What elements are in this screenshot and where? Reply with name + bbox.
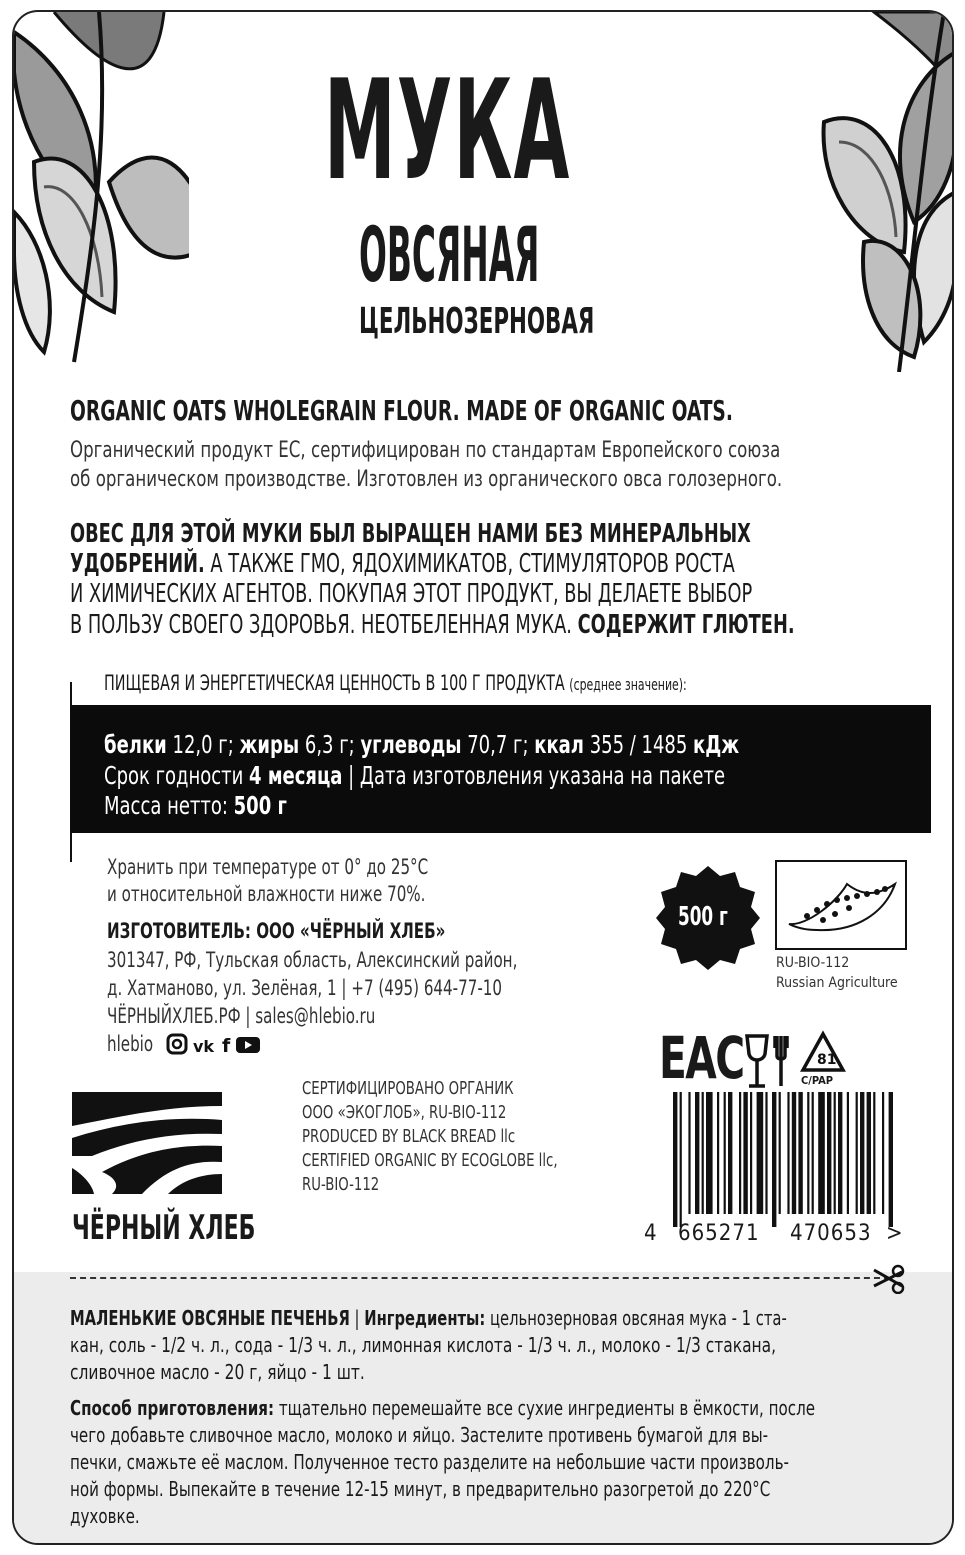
eu-leaf-icon	[777, 862, 905, 948]
maker-address-1: 301347, РФ, Тульская область, Алексинский район,	[107, 948, 518, 972]
certified-line-4: CERTIFIED ORGANIC BY ECOGLOBE llc,	[302, 1150, 558, 1171]
claims-line-2-bold: УДОБРЕНИЙ.	[70, 549, 205, 579]
certified-line-3: PRODUCED BY BLACK BREAD llc	[302, 1126, 516, 1147]
product-subtitle: ОВСЯНАЯ	[359, 210, 540, 299]
claims-line-4-rest: В ПОЛЬЗУ СВОЕГО ЗДОРОВЬЯ. НЕОТБЕЛЕННАЯ МУКА.	[70, 610, 578, 640]
nutrition-values	[104, 730, 739, 759]
eac-mark: EAC	[659, 1024, 744, 1092]
shelf-label: Срок годности	[104, 761, 250, 790]
method-line-4: ной формы. Выпекайте в течение 12-15 минут, в предварительно разогретой до 220°С	[70, 1477, 771, 1501]
shelf-life	[104, 761, 725, 790]
barcode-bar	[750, 1092, 752, 1214]
eu-organic-logo	[775, 860, 907, 950]
youtube-icon	[236, 1037, 260, 1053]
fat-value: 6,3 г;	[299, 730, 361, 759]
method-text-1: тщательно перемешайте все сухие ингредиенты в ёмкости, после	[278, 1396, 816, 1420]
method-line-1	[70, 1396, 815, 1420]
barcode-bar	[827, 1092, 831, 1214]
product-title: МУКА	[324, 50, 571, 211]
mass-label: Масса нетто:	[104, 791, 234, 820]
shelf-value: 4 месяца	[249, 761, 343, 790]
carbs-label: углеводы	[360, 730, 462, 759]
english-description: ORGANIC OATS WHOLEGRAIN FLOUR. MADE OF ORGANIC OATS.	[70, 394, 733, 427]
method-line-5: духовке.	[70, 1504, 140, 1528]
certified-line-1: СЕРТИФИЦИРОВАНО ОРГАНИК	[302, 1078, 514, 1099]
maker-title: ИЗГОТОВИТЕЛЬ: ООО «ЧЁРНЫЙ ХЛЕБ»	[107, 919, 446, 943]
barcode-first-digit: 4	[644, 1221, 657, 1246]
oat-grains-left-illustration	[14, 12, 189, 372]
barcode-bar	[867, 1092, 871, 1214]
barcode-bar	[680, 1092, 682, 1227]
method-line-3: печки, смажьте её маслом. Полученное тесто разделите на небольшие части произволь-	[70, 1450, 789, 1474]
barcode-bar	[695, 1092, 699, 1214]
recipe-title: МАЛЕНЬКИЕ ОВСЯНЫЕ ПЕЧЕНЬЯ	[70, 1306, 350, 1330]
nutrition-panel	[70, 705, 931, 833]
barcode-bar	[856, 1092, 858, 1214]
barcode-image	[669, 1092, 899, 1227]
barcode-bar	[882, 1092, 884, 1214]
mass-value: 500 г	[233, 791, 287, 820]
product-type: ЦЕЛЬНОЗЕРНОВАЯ	[359, 301, 595, 342]
social-icons	[166, 1032, 276, 1056]
protein-value: 12,0 г;	[166, 730, 240, 759]
barcode-bar	[787, 1092, 789, 1214]
oat-grains-right-illustration	[804, 12, 954, 372]
svg-text:81: 81	[817, 1052, 837, 1068]
barcode-bar	[743, 1092, 747, 1214]
claims-line-3: И ХИМИЧЕСКИХ АГЕНТОВ. ПОКУПАЯ ЭТОТ ПРОДУКТ, ВЫ ДЕЛАЕТЕ ВЫБОР	[70, 579, 753, 609]
recycle-code: C/PAP	[801, 1074, 834, 1087]
kcal-label: ккал	[534, 730, 584, 759]
eu-cert-code: RU-BIO-112	[776, 955, 850, 971]
barcode-bar	[765, 1092, 767, 1214]
barcode-bar	[724, 1092, 726, 1214]
barcode-left-digits: 665271	[678, 1221, 760, 1246]
storage-line-1: Хранить при температуре от 0° до 25°С	[107, 855, 429, 879]
maker-web: ЧЁРНЫЙХЛЕБ.РФ | sales@hlebio.ru	[107, 1004, 376, 1028]
barcode-bar	[873, 1092, 875, 1214]
barcode-right-digits: 470653	[790, 1221, 872, 1246]
barcode-bar	[706, 1092, 713, 1214]
instagram-icon	[168, 1035, 186, 1053]
barcode-bar	[818, 1092, 825, 1214]
barcode-bar	[838, 1092, 842, 1214]
net-mass	[104, 791, 287, 820]
food-safe-icon	[741, 1032, 797, 1090]
claims-line-4	[70, 610, 795, 640]
barcode-bar	[728, 1092, 732, 1214]
barcode-bar	[772, 1092, 776, 1227]
nutrition-heading-text: ПИЩЕВАЯ И ЭНЕРГЕТИЧЕСКАЯ ЦЕННОСТЬ В 100 Г ПРОДУКТА	[104, 671, 565, 695]
carbs-value: 70,7 г;	[461, 730, 535, 759]
maker-address-2: д. Хатманово, ул. Зелёная, 1 | +7 (495) 644-77-10	[107, 976, 503, 1000]
brand-name: ЧЁРНЫЙ ХЛЕБ	[72, 1208, 256, 1248]
method-line-2: чего добавьте сливочное масло, молоко и яйцо. Застелите противень бумагой для вы-	[70, 1423, 769, 1447]
eu-cert-origin: Russian Agriculture	[776, 975, 898, 991]
certified-line-2: ООО «ЭКОГЛОБ», RU-BIO-112	[302, 1102, 507, 1123]
facebook-icon: f	[222, 1035, 231, 1056]
barcode-bar	[702, 1092, 704, 1214]
nutrition-heading-note: (среднее значение):	[569, 675, 687, 694]
barcode-bar	[798, 1092, 802, 1214]
recipe-line-2: кан, соль - 1/2 ч. л., сода - 1/3 ч. л., лимонная кислота - 1/3 ч. л., молоко - 1/3 стакана,	[70, 1333, 777, 1357]
product-label	[12, 10, 954, 1545]
scissors-icon	[872, 1264, 906, 1294]
weight-badge-text: 500 г	[678, 902, 728, 932]
ingredients-text-1: цельнозерновая овсяная мука - 1 ста-	[489, 1306, 787, 1330]
barcode-bar	[860, 1092, 864, 1214]
barcode-bar	[807, 1092, 809, 1214]
recipe-line-1: МАЛЕНЬКИЕ ОВСЯНЫЕ ПЕЧЕНЬЯ | Ингредиенты: цельнозерновая овсяная мука - 1 ста-	[70, 1306, 787, 1330]
claims-line-2-rest: А ТАКЖЕ ГМО, ЯДОХИМИКАТОВ, СТИМУЛЯТОРОВ РОСТА	[204, 549, 735, 579]
ingredients-label: Ингредиенты:	[364, 1306, 486, 1330]
certified-line-5: RU-BIO-112	[302, 1174, 380, 1195]
claims-line-1: ОВЕС ДЛЯ ЭТОЙ МУКИ БЫЛ ВЫРАЩЕН НАМИ БЕЗ МИНЕРАЛЬНЫХ	[70, 519, 751, 549]
storage-line-2: и относительной влажности ниже 70%.	[107, 882, 426, 906]
fat-label: жиры	[239, 730, 300, 759]
recycle-icon	[799, 1030, 847, 1078]
barcode-bar	[812, 1092, 814, 1214]
barcode-bar	[779, 1092, 781, 1214]
barcode-bar	[792, 1092, 796, 1214]
protein-label: белки	[104, 730, 167, 759]
cut-line	[70, 1277, 890, 1279]
barcode-bar	[717, 1092, 719, 1214]
barcode-bar	[757, 1092, 764, 1214]
barcode-bar	[889, 1092, 893, 1227]
barcode-bar	[847, 1092, 849, 1214]
social-handle: hlebio	[107, 1032, 154, 1056]
claims-line-2	[70, 549, 735, 579]
kj-label: кДж	[693, 730, 740, 759]
gluten-warning: СОДЕРЖИТ ГЛЮТЕН.	[577, 610, 795, 640]
barcode-bar	[739, 1092, 741, 1214]
organic-note-line-1: Органический продукт ЕС, сертифицирован по стандартам Европейского союза	[70, 438, 781, 463]
barcode-bar	[673, 1092, 677, 1227]
barcode-arrow: >	[886, 1221, 903, 1246]
organic-note-line-2: об органическом производстве. Изготовлен из органического овса голозерного.	[70, 467, 783, 492]
kcal-value: 355 / 1485	[583, 730, 694, 759]
barcode-bar	[688, 1092, 690, 1214]
brand-field-logo	[72, 1084, 222, 1194]
method-label: Способ приготовления:	[70, 1396, 275, 1420]
nutrition-heading	[104, 671, 687, 695]
shelf-rest: | Дата изготовления указана на пакете	[342, 761, 726, 790]
vk-icon: vk	[193, 1037, 215, 1056]
recipe-line-3: сливочное масло - 20 г, яйцо - 1 шт.	[70, 1360, 365, 1384]
barcode-bar	[834, 1092, 836, 1214]
